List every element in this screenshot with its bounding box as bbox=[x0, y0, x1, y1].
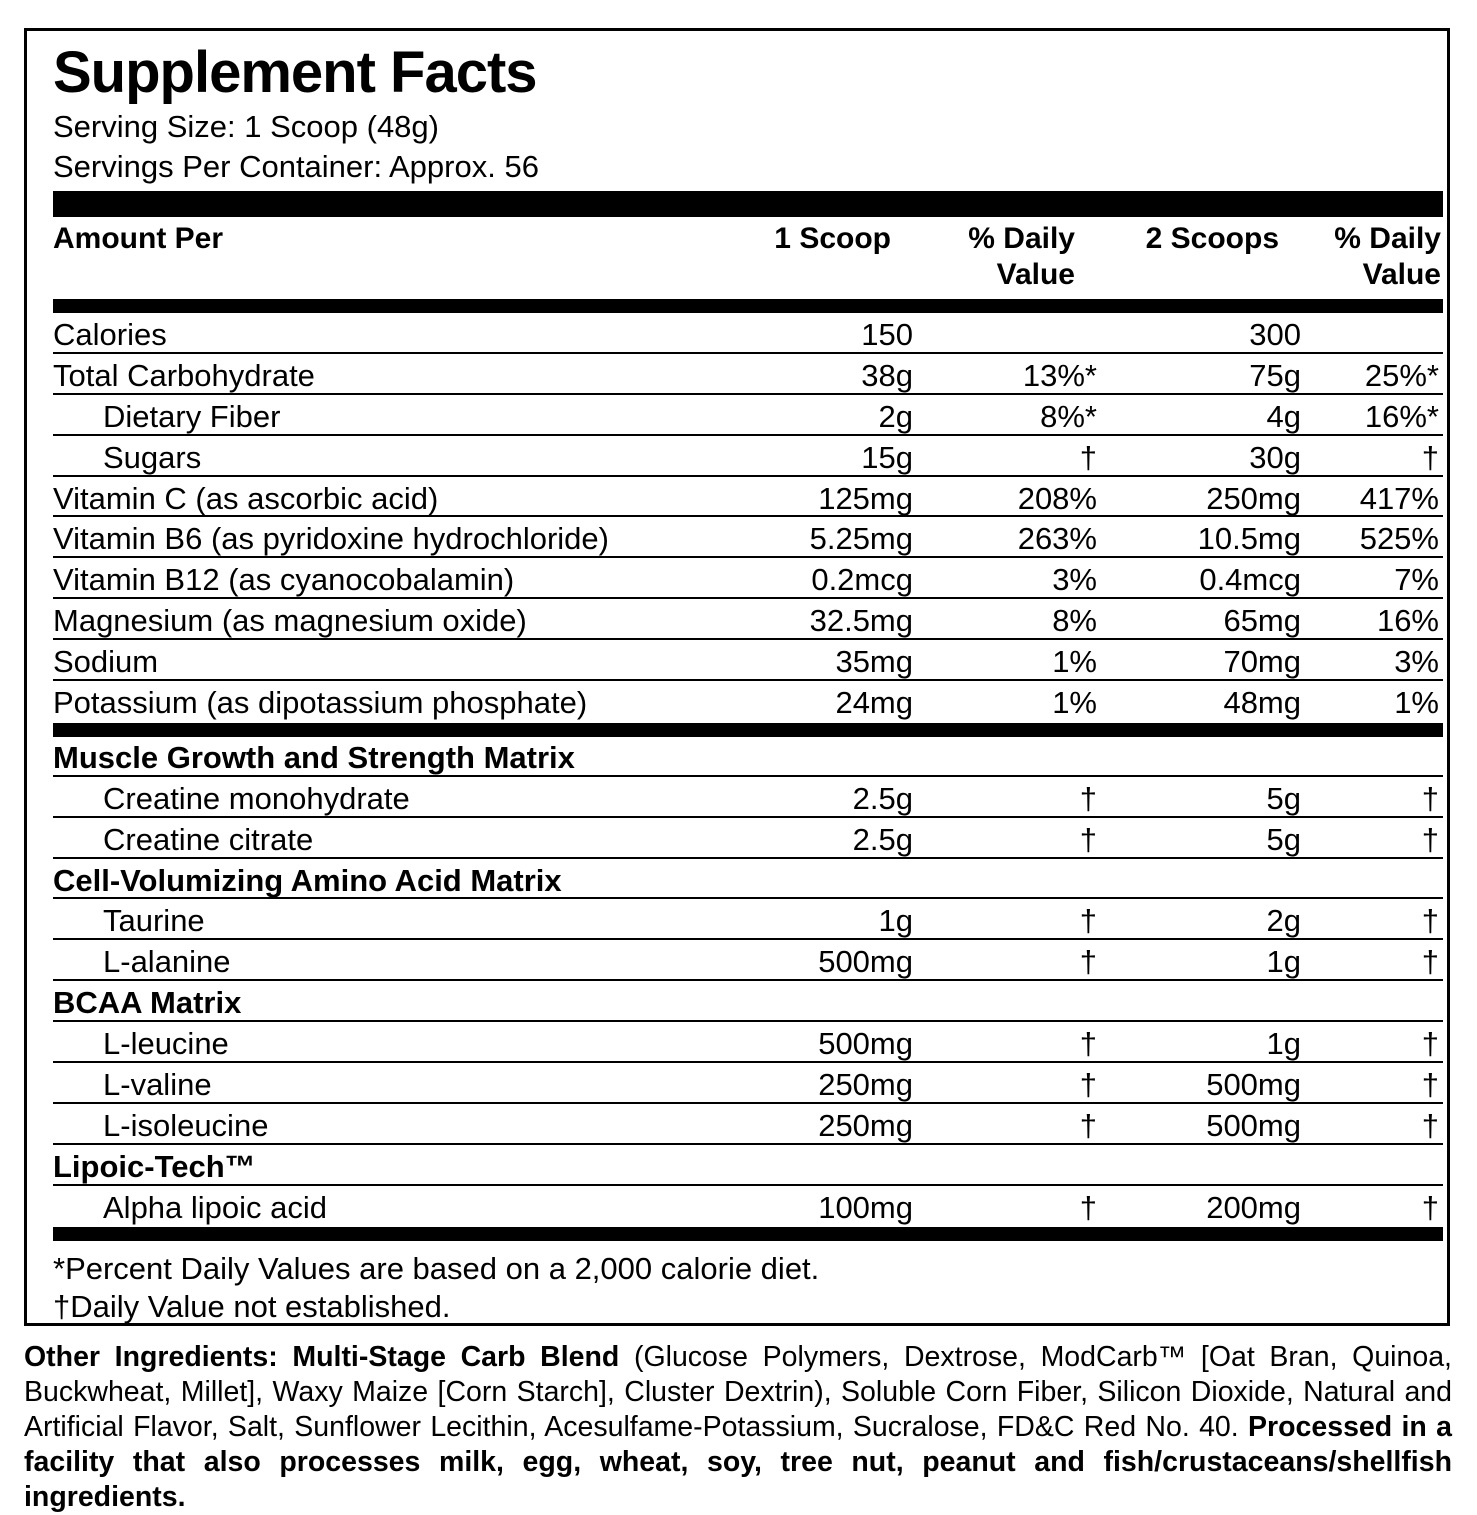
row-one-scoop: 32.5mg bbox=[809, 603, 913, 639]
supplement-facts-panel bbox=[24, 28, 1450, 1326]
row-two-scoops: 0.4mcg bbox=[1199, 562, 1301, 598]
table-row bbox=[53, 899, 1443, 940]
row-dv-one: † bbox=[1079, 1107, 1097, 1143]
header-daily-value-1 bbox=[968, 221, 1075, 293]
row-dv-two: † bbox=[1421, 821, 1439, 857]
header-daily-value-2-line2: Value bbox=[1362, 258, 1441, 291]
serving-size: Serving Size: 1 Scoop (48g) bbox=[53, 109, 439, 144]
row-one-scoop: 500mg bbox=[818, 1026, 913, 1062]
row-dv-two: † bbox=[1421, 1189, 1439, 1225]
row-dv-one: † bbox=[1079, 1189, 1097, 1225]
nutrient-rows bbox=[53, 313, 1443, 1227]
row-one-scoop: 100mg bbox=[818, 1189, 913, 1225]
row-dv-one: 13%* bbox=[1022, 357, 1097, 393]
row-dv-two: 417% bbox=[1359, 480, 1439, 516]
row-dv-two: † bbox=[1421, 780, 1439, 816]
section-header-row bbox=[53, 981, 1443, 1022]
section-name: BCAA Matrix bbox=[53, 985, 242, 1021]
table-row bbox=[53, 395, 1443, 436]
header-daily-value-1-line2: Value bbox=[996, 258, 1075, 291]
row-one-scoop: 2.5g bbox=[852, 780, 913, 816]
table-row bbox=[53, 777, 1443, 818]
table-row bbox=[53, 354, 1443, 395]
header-two-scoops: 2 Scoops bbox=[1145, 222, 1279, 255]
table-row bbox=[53, 1104, 1443, 1145]
row-name: Vitamin B12 (as cyanocobalamin) bbox=[53, 562, 515, 598]
row-two-scoops: 75g bbox=[1249, 357, 1301, 393]
row-name: Sugars bbox=[103, 439, 202, 475]
row-dv-two: 16%* bbox=[1364, 398, 1439, 434]
row-name: Alpha lipoic acid bbox=[103, 1189, 328, 1225]
thick-divider-middle bbox=[53, 723, 1443, 737]
header-daily-value-1-line1: % Daily bbox=[968, 222, 1075, 255]
row-dv-one: † bbox=[1079, 944, 1097, 980]
row-dv-one: † bbox=[1079, 1067, 1097, 1103]
row-two-scoops: 250mg bbox=[1206, 480, 1301, 516]
row-name: L-alanine bbox=[103, 944, 231, 980]
row-dv-two: † bbox=[1421, 944, 1439, 980]
row-dv-two: † bbox=[1421, 903, 1439, 939]
row-two-scoops: 70mg bbox=[1223, 644, 1301, 680]
row-dv-one: 208% bbox=[1017, 480, 1097, 516]
allergen-warning: Processed in a facility that also processes milk, egg, wheat, soy, tree nut, peanut and fish/crustaceans/shellfish ingredients. bbox=[24, 1411, 1453, 1513]
row-name: Vitamin C (as ascorbic acid) bbox=[53, 480, 439, 516]
thick-divider-top bbox=[53, 191, 1443, 217]
row-dv-two: 3% bbox=[1394, 644, 1439, 680]
row-name: Sodium bbox=[53, 644, 159, 680]
row-two-scoops: 65mg bbox=[1223, 603, 1301, 639]
row-one-scoop: 2.5g bbox=[852, 821, 913, 857]
row-two-scoops: 5g bbox=[1266, 780, 1301, 816]
thick-divider-header bbox=[53, 299, 1443, 313]
row-one-scoop: 150 bbox=[861, 317, 913, 352]
table-row bbox=[53, 599, 1443, 640]
row-dv-one: 8%* bbox=[1040, 398, 1097, 434]
row-one-scoop: 5.25mg bbox=[809, 521, 913, 557]
section-name: Lipoic-Tech™ bbox=[53, 1148, 256, 1184]
row-name: Magnesium (as magnesium oxide) bbox=[53, 603, 527, 639]
row-two-scoops: 4g bbox=[1266, 398, 1301, 434]
row-one-scoop: 250mg bbox=[818, 1067, 913, 1103]
row-dv-one: † bbox=[1079, 780, 1097, 816]
row-dv-one: † bbox=[1079, 439, 1097, 475]
row-two-scoops: 10.5mg bbox=[1197, 521, 1301, 557]
row-two-scoops: 1g bbox=[1266, 944, 1301, 980]
row-name: L-valine bbox=[103, 1067, 212, 1103]
row-dv-one: 263% bbox=[1017, 521, 1097, 557]
row-name: Dietary Fiber bbox=[103, 398, 281, 434]
row-two-scoops: 2g bbox=[1266, 903, 1301, 939]
table-row bbox=[53, 558, 1443, 599]
row-dv-two: † bbox=[1421, 1026, 1439, 1062]
header-daily-value-2-line1: % Daily bbox=[1334, 222, 1441, 255]
row-one-scoop: 1g bbox=[878, 903, 913, 939]
row-name: Creatine citrate bbox=[103, 821, 314, 857]
table-row bbox=[53, 313, 1443, 354]
row-one-scoop: 500mg bbox=[818, 944, 913, 980]
section-name: Cell-Volumizing Amino Acid Matrix bbox=[53, 862, 562, 898]
row-two-scoops: 500mg bbox=[1206, 1107, 1301, 1143]
row-two-scoops: 200mg bbox=[1206, 1189, 1301, 1225]
row-two-scoops: 5g bbox=[1266, 821, 1301, 857]
header-one-scoop: 1 Scoop bbox=[774, 222, 891, 255]
row-dv-two: 1% bbox=[1394, 685, 1439, 721]
row-dv-two: † bbox=[1421, 1107, 1439, 1143]
table-row bbox=[53, 640, 1443, 681]
row-name: Taurine bbox=[103, 903, 205, 939]
header-amount-per: Amount Per bbox=[53, 222, 224, 255]
section-name: Muscle Growth and Strength Matrix bbox=[53, 739, 575, 775]
row-two-scoops: 30g bbox=[1249, 439, 1301, 475]
section-header-row bbox=[53, 859, 1443, 900]
row-name: Total Carbohydrate bbox=[53, 357, 315, 393]
table-row bbox=[53, 681, 1443, 722]
row-name: Vitamin B6 (as pyridoxine hydrochloride) bbox=[53, 521, 609, 557]
row-one-scoop: 35mg bbox=[835, 644, 913, 680]
table-row bbox=[53, 1186, 1443, 1227]
other-ingredients-text: (Glucose Polymers, Dextrose, ModCarb™ [Oat Bran, Quinoa, Buckwheat, Millet], Waxy Maize [Corn Starch], Cluster Dextrin), Soluble Corn Fiber, Silicon Dioxide, Natural and Artificial Flavor, Salt, Sunflower Lecithin, Acesulfame-Potassium, Sucralose, FD&C Red No. 40. bbox=[24, 1341, 1452, 1443]
footnote-percent: *Percent Daily Values are based on a 2,000 calorie diet. bbox=[53, 1251, 820, 1286]
row-dv-one: 8% bbox=[1052, 603, 1097, 639]
row-name: L-isoleucine bbox=[103, 1107, 269, 1143]
footnote-dagger: †Daily Value not established. bbox=[53, 1289, 451, 1324]
row-one-scoop: 125mg bbox=[818, 480, 913, 516]
row-dv-one: † bbox=[1079, 821, 1097, 857]
row-two-scoops: 48mg bbox=[1223, 685, 1301, 721]
row-one-scoop: 2g bbox=[878, 398, 913, 434]
row-dv-one: † bbox=[1079, 1026, 1097, 1062]
servings-per-container: Servings Per Container: Approx. 56 bbox=[53, 149, 539, 184]
row-name: Calories bbox=[53, 317, 167, 352]
section-header-row bbox=[53, 736, 1443, 777]
row-dv-two: † bbox=[1421, 1067, 1439, 1103]
row-name: Potassium (as dipotassium phosphate) bbox=[53, 685, 588, 721]
table-row bbox=[53, 1022, 1443, 1063]
row-one-scoop: 15g bbox=[861, 439, 913, 475]
row-two-scoops: 500mg bbox=[1206, 1067, 1301, 1103]
other-ingredients-label: Other Ingredients: Multi-Stage Carb Blend bbox=[24, 1341, 620, 1373]
row-dv-one: 1% bbox=[1052, 644, 1097, 680]
section-header-row bbox=[53, 1145, 1443, 1186]
row-dv-one: 3% bbox=[1052, 562, 1097, 598]
row-dv-two: 25%* bbox=[1364, 357, 1439, 393]
row-two-scoops: 1g bbox=[1266, 1026, 1301, 1062]
table-row bbox=[53, 1063, 1443, 1104]
row-dv-two: 7% bbox=[1394, 562, 1439, 598]
table-row bbox=[53, 818, 1443, 859]
row-dv-one: 1% bbox=[1052, 685, 1097, 721]
table-row bbox=[53, 940, 1443, 981]
row-name: L-leucine bbox=[103, 1026, 229, 1062]
row-dv-two: 16% bbox=[1376, 603, 1439, 639]
row-dv-one: † bbox=[1079, 903, 1097, 939]
row-dv-two: 525% bbox=[1359, 521, 1439, 557]
row-one-scoop: 250mg bbox=[818, 1107, 913, 1143]
row-one-scoop: 24mg bbox=[835, 685, 913, 721]
table-row bbox=[53, 517, 1443, 558]
header-daily-value-2 bbox=[1334, 221, 1441, 293]
label-title: Supplement Facts bbox=[53, 40, 537, 105]
row-name: Creatine monohydrate bbox=[103, 780, 410, 816]
other-ingredients bbox=[24, 1340, 1452, 1515]
row-dv-two: † bbox=[1421, 439, 1439, 475]
table-row bbox=[53, 477, 1443, 518]
table-row bbox=[53, 436, 1443, 477]
row-one-scoop: 38g bbox=[861, 357, 913, 393]
thick-divider-bottom bbox=[53, 1227, 1443, 1241]
row-two-scoops: 300 bbox=[1249, 317, 1301, 352]
row-one-scoop: 0.2mcg bbox=[811, 562, 913, 598]
